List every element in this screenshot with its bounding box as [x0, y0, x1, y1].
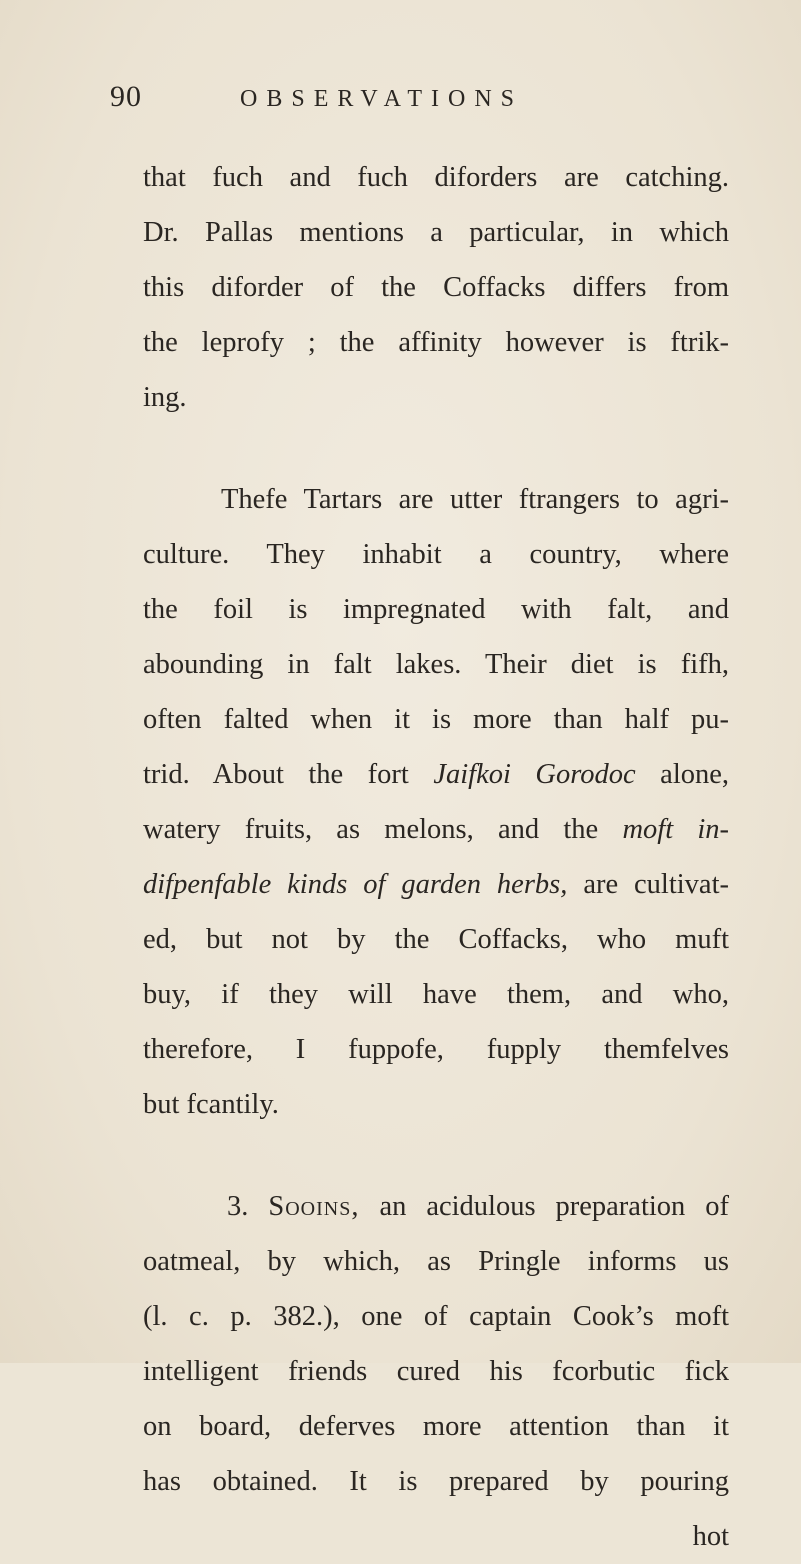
text-line: (l. c. p. 382.), one of captain Cook’s moft: [143, 1301, 729, 1332]
text-line: Dr. Pallas mentions a particular, in which: [143, 217, 729, 248]
catchword: hot: [692, 1521, 729, 1552]
text-run: are cultivat-: [583, 869, 729, 900]
text-line: therefore, I fuppofe, fupply themfelves: [143, 1034, 729, 1065]
list-number: 3.: [227, 1191, 249, 1222]
italic-run: moft in-: [622, 814, 730, 845]
text-line: this diforder of the Coffacks differs from: [143, 272, 729, 303]
page-number: 90: [110, 80, 142, 113]
text-line: [143, 1179, 729, 1234]
text-run: watery fruits, as melons, and the: [143, 814, 599, 845]
text-line: [143, 747, 729, 802]
paragraph-gap: [143, 425, 729, 472]
text-line: but fcantily.: [143, 1089, 279, 1120]
text-run: trid. About the fort: [143, 759, 409, 790]
text-line: often falted when it is more than half pu-: [143, 704, 729, 735]
text-line: has obtained. It is prepared by pouring: [143, 1466, 729, 1497]
italic-place-name: Jaifkoi Gorodoc: [433, 759, 636, 790]
text-line: that fuch and fuch diforders are catching.: [143, 162, 729, 193]
text-line: [143, 802, 729, 857]
small-caps-term: Sooins,: [268, 1191, 360, 1222]
text-run: alone,: [660, 759, 730, 790]
text-line: intelligent friends cured his fcorbutic fick: [143, 1356, 729, 1387]
text-line: abounding in falt lakes. Their diet is fifh,: [143, 649, 729, 680]
text-line: culture. They inhabit a country, where: [143, 539, 729, 570]
text-run: Thefe Tartars are utter ftrangers to agri-: [221, 484, 729, 515]
text-line: [143, 857, 729, 912]
text-line: [143, 472, 729, 527]
text-line: the leprofy ; the affinity however is ftrik-: [143, 327, 729, 358]
text-line: oatmeal, by which, as Pringle informs us: [143, 1246, 729, 1277]
text-line: on board, deferves more attention than it: [143, 1411, 729, 1442]
text-line: the foil is impregnated with falt, and: [143, 594, 729, 625]
text-line: buy, if they will have them, and who,: [143, 979, 729, 1010]
text-line: ing.: [143, 382, 187, 413]
running-head: OBSERVATIONS: [240, 86, 524, 112]
text-run: an acidulous preparation of: [379, 1191, 730, 1222]
body-text: [143, 150, 729, 1564]
text-line: ed, but not by the Coffacks, who muft: [143, 924, 729, 955]
italic-run: difpenfable kinds of garden herbs,: [143, 869, 568, 900]
paragraph-gap: [143, 1132, 729, 1179]
page-header: [110, 80, 750, 120]
